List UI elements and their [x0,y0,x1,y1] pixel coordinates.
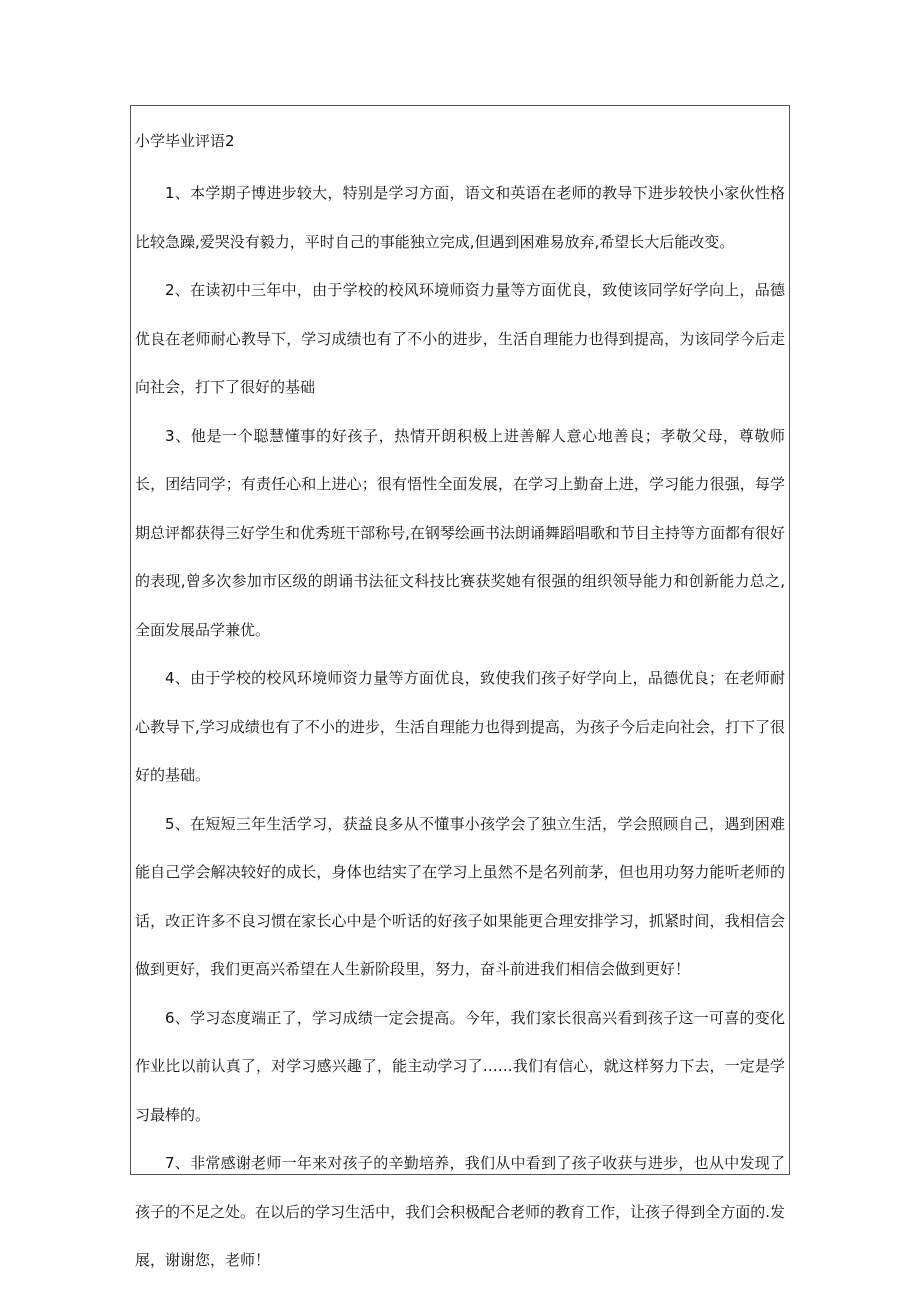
document-title: 小学毕业评语2 [135,132,235,150]
paragraph-6: 6、学习态度端正了，学习成绩一定会提高。今年，我们家长很高兴看到孩子这一可喜的变化作业比以前认真了，对学习感兴趣了，能主动学习了……我们有信心，就这样努力下去，一定是学习最棒的。 [135,1008,785,1124]
paragraph-3: 3、他是一个聪慧懂事的好孩子，热情开朗积极上进善解人意心地善良；孝敬父母，尊敬师长，团结同学；有责任心和上进心；很有悟性全面发展，在学习上勤奋上进，学习能力很强，每学期总评都获得三好学生和优秀班干部称号,在钢琴绘画书法朗诵舞蹈唱歌和节目主持等方面都有很好的表现,曾多次参加市区级的朗诵书法征文科技比赛获奖她有很强的组织领导能力和创新能力总之,全面发展品学兼优。 [135,426,785,639]
paragraph-2: 2、在读初中三年中，由于学校的校风环境师资力量等方面优良，致使该同学好学向上，品德优良在老师耐心教导下，学习成绩也有了不小的进步，生活自理能力也得到提高，为该同学今后走向社会，打下了很好的基础 [135,281,785,396]
paragraph-4: 4、由于学校的校风环境师资力量等方面优良，致使我们孩子好学向上，品德优良；在老师耐心教导下,学习成绩也有了不小的进步，生活自理能力也得到提高，为孩子今后走向社会，打下了很好的基础。 [135,669,785,784]
paragraph-7: 7、非常感谢老师一年来对孩子的辛勤培养，我们从中看到了孩子收获与进步，也从中发现了孩子的不足之处。在以后的学习生活中，我们会积极配合老师的教育工作，让孩子得到全方面的.发展，谢谢您，老师！ [135,1154,785,1269]
paragraph-5: 5、在短短三年生活学习，获益良多从不懂事小孩学会了独立生活，学会照顾自己，遇到困难能自己学会解决较好的成长，身体也结实了在学习上虽然不是名列前茅，但也用功努力能听老师的话，改正许多不良习惯在家长心中是个听话的好孩子如果能更合理安排学习，抓紧时间，我相信会做到更好，我们更高兴希望在人生新阶段里，努力，奋斗前进我们相信会做到更好！ [135,814,785,978]
document-frame [130,105,790,1269]
paragraph-1: 1、本学期子博进步较大，特别是学习方面，语文和英语在老师的教导下进步较快小家伙性格比较急躁,爱哭没有毅力，平时自己的事能独立完成,但遇到困难易放弃,希望长大后能改变。 [135,184,785,251]
